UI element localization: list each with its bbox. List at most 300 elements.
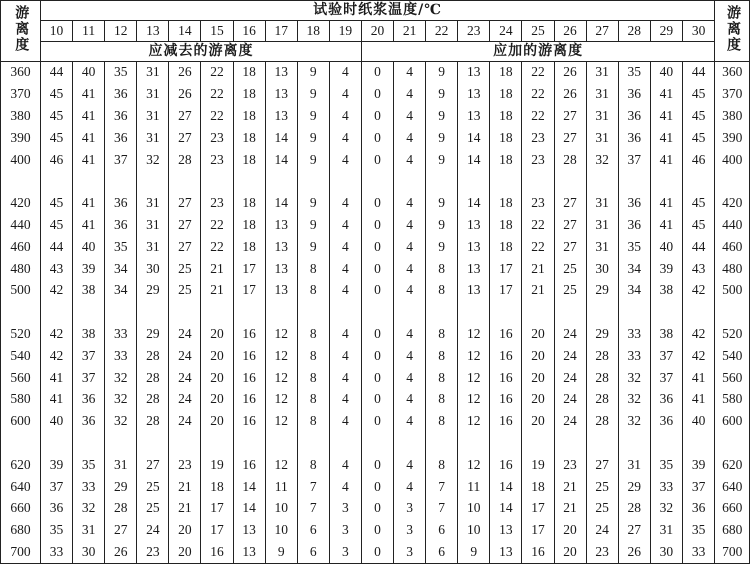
correction-value-cell: 20 bbox=[169, 520, 201, 542]
correction-value-cell: 33 bbox=[618, 324, 650, 346]
spacer-cell bbox=[329, 433, 361, 455]
correction-value-cell: 21 bbox=[554, 476, 586, 498]
correction-value-cell: 13 bbox=[490, 542, 522, 564]
correction-value-cell: 4 bbox=[329, 84, 361, 106]
correction-value-cell: 45 bbox=[41, 106, 73, 128]
correction-value-cell: 12 bbox=[458, 454, 490, 476]
correction-value-cell: 18 bbox=[233, 106, 265, 128]
correction-value-cell: 34 bbox=[618, 258, 650, 280]
freeness-label-left: 370 bbox=[1, 84, 41, 106]
correction-value-cell: 31 bbox=[105, 454, 137, 476]
freeness-label-right: 600 bbox=[715, 411, 750, 433]
correction-value-cell: 42 bbox=[682, 280, 714, 302]
correction-value-cell: 4 bbox=[329, 389, 361, 411]
spacer-cell bbox=[522, 302, 554, 324]
correction-value-cell: 32 bbox=[105, 367, 137, 389]
correction-value-cell: 25 bbox=[169, 258, 201, 280]
freeness-label-left: 660 bbox=[1, 498, 41, 520]
correction-value-cell: 37 bbox=[618, 149, 650, 171]
spacer-row bbox=[1, 433, 750, 455]
correction-value-cell: 21 bbox=[169, 476, 201, 498]
spacer-cell bbox=[458, 302, 490, 324]
correction-value-cell: 8 bbox=[297, 345, 329, 367]
correction-value-cell: 14 bbox=[490, 476, 522, 498]
correction-value-cell: 16 bbox=[490, 345, 522, 367]
correction-value-cell: 11 bbox=[265, 476, 297, 498]
correction-value-cell: 21 bbox=[201, 258, 233, 280]
correction-value-cell: 20 bbox=[522, 367, 554, 389]
correction-value-cell: 4 bbox=[394, 476, 426, 498]
correction-value-cell: 23 bbox=[522, 193, 554, 215]
temperature-header-cell: 22 bbox=[426, 21, 458, 42]
correction-value-cell: 4 bbox=[329, 324, 361, 346]
spacer-cell bbox=[265, 302, 297, 324]
correction-value-cell: 4 bbox=[394, 345, 426, 367]
spacer-cell bbox=[233, 302, 265, 324]
correction-value-cell: 37 bbox=[650, 345, 682, 367]
correction-value-cell: 3 bbox=[394, 542, 426, 564]
correction-value-cell: 7 bbox=[297, 476, 329, 498]
temperature-header-cell: 10 bbox=[41, 21, 73, 42]
correction-value-cell: 45 bbox=[41, 84, 73, 106]
correction-value-cell: 6 bbox=[426, 520, 458, 542]
correction-value-cell: 31 bbox=[137, 84, 169, 106]
spacer-cell bbox=[41, 302, 73, 324]
spacer-cell bbox=[426, 433, 458, 455]
correction-value-cell: 45 bbox=[41, 215, 73, 237]
table-header bbox=[1, 1, 750, 62]
correction-value-cell: 40 bbox=[73, 62, 105, 84]
correction-value-cell: 16 bbox=[490, 411, 522, 433]
spacer-cell bbox=[554, 171, 586, 193]
left-freeness-header-text: 游离度 bbox=[13, 5, 30, 54]
correction-value-cell: 8 bbox=[297, 280, 329, 302]
correction-value-cell: 18 bbox=[522, 476, 554, 498]
freeness-label-right: 440 bbox=[715, 215, 750, 237]
correction-value-cell: 24 bbox=[554, 367, 586, 389]
correction-value-cell: 3 bbox=[329, 498, 361, 520]
correction-value-cell: 22 bbox=[201, 236, 233, 258]
correction-value-cell: 28 bbox=[137, 367, 169, 389]
spacer-cell bbox=[105, 433, 137, 455]
correction-value-cell: 4 bbox=[394, 411, 426, 433]
correction-value-cell: 18 bbox=[490, 215, 522, 237]
table-row bbox=[1, 454, 750, 476]
correction-value-cell: 45 bbox=[682, 84, 714, 106]
correction-value-cell: 0 bbox=[361, 149, 393, 171]
correction-value-cell: 41 bbox=[650, 149, 682, 171]
freeness-label-left: 700 bbox=[1, 542, 41, 564]
correction-value-cell: 17 bbox=[522, 520, 554, 542]
table-row bbox=[1, 345, 750, 367]
correction-value-cell: 13 bbox=[233, 542, 265, 564]
correction-value-cell: 36 bbox=[73, 389, 105, 411]
correction-value-cell: 32 bbox=[73, 498, 105, 520]
table-row bbox=[1, 84, 750, 106]
correction-value-cell: 17 bbox=[522, 498, 554, 520]
correction-value-cell: 13 bbox=[265, 62, 297, 84]
correction-value-cell: 20 bbox=[201, 345, 233, 367]
temperature-header-cell: 24 bbox=[490, 21, 522, 42]
correction-value-cell: 8 bbox=[426, 411, 458, 433]
correction-value-cell: 13 bbox=[265, 236, 297, 258]
correction-value-cell: 33 bbox=[682, 542, 714, 564]
correction-value-cell: 33 bbox=[105, 324, 137, 346]
correction-value-cell: 27 bbox=[554, 236, 586, 258]
correction-value-cell: 39 bbox=[41, 454, 73, 476]
correction-value-cell: 26 bbox=[554, 84, 586, 106]
spacer-cell bbox=[361, 302, 393, 324]
correction-value-cell: 41 bbox=[650, 84, 682, 106]
correction-value-cell: 16 bbox=[490, 389, 522, 411]
spacer-cell bbox=[490, 302, 522, 324]
correction-value-cell: 17 bbox=[201, 520, 233, 542]
correction-value-cell: 27 bbox=[618, 520, 650, 542]
correction-value-cell: 22 bbox=[522, 106, 554, 128]
correction-value-cell: 9 bbox=[426, 193, 458, 215]
correction-value-cell: 4 bbox=[329, 127, 361, 149]
correction-value-cell: 16 bbox=[490, 324, 522, 346]
correction-value-cell: 4 bbox=[329, 193, 361, 215]
freeness-label-right: 640 bbox=[715, 476, 750, 498]
correction-value-cell: 27 bbox=[137, 454, 169, 476]
correction-value-cell: 0 bbox=[361, 542, 393, 564]
correction-value-cell: 35 bbox=[105, 62, 137, 84]
correction-value-cell: 10 bbox=[265, 498, 297, 520]
correction-value-cell: 0 bbox=[361, 258, 393, 280]
correction-value-cell: 28 bbox=[586, 411, 618, 433]
correction-value-cell: 9 bbox=[265, 542, 297, 564]
correction-value-cell: 9 bbox=[297, 127, 329, 149]
correction-value-cell: 32 bbox=[618, 389, 650, 411]
table-row bbox=[1, 542, 750, 564]
temperature-header-cell: 30 bbox=[682, 21, 714, 42]
correction-value-cell: 25 bbox=[586, 476, 618, 498]
correction-value-cell: 36 bbox=[41, 498, 73, 520]
correction-value-cell: 37 bbox=[105, 149, 137, 171]
correction-value-cell: 16 bbox=[233, 324, 265, 346]
spacer-cell bbox=[554, 302, 586, 324]
correction-value-cell: 41 bbox=[73, 215, 105, 237]
correction-value-cell: 25 bbox=[137, 498, 169, 520]
correction-value-cell: 41 bbox=[650, 106, 682, 128]
correction-value-cell: 39 bbox=[73, 258, 105, 280]
correction-value-cell: 37 bbox=[650, 367, 682, 389]
table-row bbox=[1, 411, 750, 433]
spacer-cell bbox=[618, 171, 650, 193]
correction-value-cell: 10 bbox=[458, 498, 490, 520]
freeness-label-right: 660 bbox=[715, 498, 750, 520]
correction-value-cell: 23 bbox=[201, 193, 233, 215]
correction-value-cell: 28 bbox=[586, 345, 618, 367]
correction-value-cell: 18 bbox=[490, 193, 522, 215]
temperature-header-cell: 19 bbox=[329, 21, 361, 42]
correction-value-cell: 18 bbox=[490, 62, 522, 84]
freeness-label-right: 380 bbox=[715, 106, 750, 128]
correction-value-cell: 12 bbox=[458, 324, 490, 346]
spacer-cell bbox=[426, 302, 458, 324]
correction-value-cell: 4 bbox=[394, 127, 426, 149]
correction-value-cell: 23 bbox=[201, 149, 233, 171]
correction-value-cell: 29 bbox=[618, 476, 650, 498]
correction-value-cell: 9 bbox=[297, 193, 329, 215]
table-row bbox=[1, 367, 750, 389]
correction-value-cell: 24 bbox=[169, 345, 201, 367]
correction-value-cell: 4 bbox=[329, 106, 361, 128]
freeness-label-left: 380 bbox=[1, 106, 41, 128]
spacer-cell bbox=[458, 433, 490, 455]
correction-value-cell: 0 bbox=[361, 498, 393, 520]
table-row bbox=[1, 520, 750, 542]
table-row bbox=[1, 476, 750, 498]
table-row bbox=[1, 62, 750, 84]
correction-value-cell: 31 bbox=[586, 193, 618, 215]
correction-value-cell: 13 bbox=[458, 215, 490, 237]
correction-value-cell: 24 bbox=[169, 389, 201, 411]
correction-value-cell: 8 bbox=[297, 411, 329, 433]
spacer-cell bbox=[137, 302, 169, 324]
correction-value-cell: 22 bbox=[201, 62, 233, 84]
correction-value-cell: 16 bbox=[490, 367, 522, 389]
correction-value-cell: 44 bbox=[41, 62, 73, 84]
spacer-cell bbox=[201, 433, 233, 455]
spacer-cell bbox=[394, 171, 426, 193]
correction-value-cell: 35 bbox=[618, 62, 650, 84]
correction-value-cell: 33 bbox=[73, 476, 105, 498]
freeness-label-left: 480 bbox=[1, 258, 41, 280]
correction-value-cell: 14 bbox=[265, 127, 297, 149]
correction-value-cell: 33 bbox=[618, 345, 650, 367]
correction-value-cell: 4 bbox=[394, 258, 426, 280]
freeness-label-left: 360 bbox=[1, 62, 41, 84]
correction-value-cell: 4 bbox=[329, 62, 361, 84]
correction-value-cell: 0 bbox=[361, 520, 393, 542]
freeness-label-left: 580 bbox=[1, 389, 41, 411]
spacer-cell bbox=[329, 302, 361, 324]
correction-value-cell: 28 bbox=[618, 498, 650, 520]
correction-value-cell: 18 bbox=[233, 127, 265, 149]
correction-value-cell: 38 bbox=[650, 324, 682, 346]
spacer-cell bbox=[169, 433, 201, 455]
correction-value-cell: 8 bbox=[297, 389, 329, 411]
correction-value-cell: 31 bbox=[137, 62, 169, 84]
spacer-cell bbox=[233, 433, 265, 455]
correction-value-cell: 9 bbox=[426, 62, 458, 84]
correction-value-cell: 18 bbox=[201, 476, 233, 498]
correction-value-cell: 43 bbox=[41, 258, 73, 280]
correction-value-cell: 0 bbox=[361, 454, 393, 476]
correction-value-cell: 14 bbox=[233, 498, 265, 520]
correction-value-cell: 11 bbox=[458, 476, 490, 498]
correction-value-cell: 29 bbox=[586, 280, 618, 302]
correction-value-cell: 14 bbox=[458, 127, 490, 149]
correction-value-cell: 12 bbox=[265, 324, 297, 346]
correction-value-cell: 42 bbox=[682, 345, 714, 367]
correction-value-cell: 45 bbox=[682, 106, 714, 128]
correction-value-cell: 41 bbox=[73, 193, 105, 215]
correction-value-cell: 17 bbox=[233, 258, 265, 280]
freeness-label-right: 400 bbox=[715, 149, 750, 171]
correction-value-cell: 22 bbox=[522, 84, 554, 106]
correction-value-cell: 30 bbox=[73, 542, 105, 564]
correction-value-cell: 4 bbox=[394, 149, 426, 171]
correction-value-cell: 27 bbox=[554, 106, 586, 128]
correction-value-cell: 9 bbox=[426, 127, 458, 149]
freeness-label-right: 520 bbox=[715, 324, 750, 346]
correction-value-cell: 44 bbox=[682, 236, 714, 258]
correction-value-cell: 0 bbox=[361, 476, 393, 498]
temperature-header-cell: 15 bbox=[201, 21, 233, 42]
correction-value-cell: 36 bbox=[618, 106, 650, 128]
correction-value-cell: 0 bbox=[361, 62, 393, 84]
correction-value-cell: 23 bbox=[169, 454, 201, 476]
spacer-cell bbox=[201, 171, 233, 193]
correction-value-cell: 31 bbox=[137, 236, 169, 258]
correction-value-cell: 22 bbox=[201, 106, 233, 128]
correction-value-cell: 3 bbox=[394, 520, 426, 542]
correction-value-cell: 27 bbox=[169, 193, 201, 215]
correction-value-cell: 45 bbox=[682, 193, 714, 215]
freeness-label-right: 420 bbox=[715, 193, 750, 215]
correction-value-cell: 30 bbox=[586, 258, 618, 280]
correction-value-cell: 31 bbox=[586, 236, 618, 258]
freeness-label-right: 560 bbox=[715, 367, 750, 389]
correction-value-cell: 19 bbox=[201, 454, 233, 476]
freeness-label-right: 480 bbox=[715, 258, 750, 280]
correction-value-cell: 23 bbox=[137, 542, 169, 564]
correction-value-cell: 18 bbox=[490, 84, 522, 106]
correction-value-cell: 34 bbox=[618, 280, 650, 302]
correction-value-cell: 24 bbox=[169, 367, 201, 389]
correction-value-cell: 31 bbox=[586, 215, 618, 237]
correction-value-cell: 28 bbox=[169, 149, 201, 171]
correction-value-cell: 22 bbox=[522, 215, 554, 237]
correction-value-cell: 35 bbox=[650, 454, 682, 476]
correction-value-cell: 36 bbox=[105, 106, 137, 128]
correction-value-cell: 9 bbox=[426, 215, 458, 237]
freeness-label-right: 700 bbox=[715, 542, 750, 564]
correction-value-cell: 18 bbox=[233, 215, 265, 237]
correction-value-cell: 17 bbox=[490, 258, 522, 280]
correction-value-cell: 42 bbox=[41, 280, 73, 302]
freeness-label-left: 620 bbox=[1, 454, 41, 476]
correction-value-cell: 39 bbox=[650, 258, 682, 280]
correction-value-cell: 37 bbox=[73, 367, 105, 389]
correction-value-cell: 14 bbox=[265, 193, 297, 215]
temperature-header-cell: 14 bbox=[169, 21, 201, 42]
correction-value-cell: 46 bbox=[682, 149, 714, 171]
correction-value-cell: 13 bbox=[458, 258, 490, 280]
table-row bbox=[1, 127, 750, 149]
correction-value-cell: 9 bbox=[426, 236, 458, 258]
table-row bbox=[1, 324, 750, 346]
correction-value-cell: 13 bbox=[265, 84, 297, 106]
correction-value-cell: 35 bbox=[105, 236, 137, 258]
spacer-cell bbox=[586, 433, 618, 455]
correction-value-cell: 8 bbox=[297, 367, 329, 389]
correction-value-cell: 22 bbox=[201, 84, 233, 106]
correction-value-cell: 6 bbox=[297, 542, 329, 564]
spacer-cell bbox=[169, 302, 201, 324]
freeness-label-right: 390 bbox=[715, 127, 750, 149]
correction-value-cell: 13 bbox=[458, 280, 490, 302]
correction-value-cell: 21 bbox=[169, 498, 201, 520]
correction-value-cell: 20 bbox=[201, 389, 233, 411]
correction-value-cell: 4 bbox=[329, 149, 361, 171]
correction-value-cell: 41 bbox=[41, 367, 73, 389]
correction-value-cell: 14 bbox=[233, 476, 265, 498]
correction-value-cell: 12 bbox=[265, 389, 297, 411]
freeness-label-right: 460 bbox=[715, 236, 750, 258]
correction-value-cell: 37 bbox=[73, 345, 105, 367]
spacer-cell bbox=[586, 171, 618, 193]
correction-value-cell: 7 bbox=[426, 476, 458, 498]
correction-value-cell: 8 bbox=[297, 454, 329, 476]
correction-value-cell: 24 bbox=[137, 520, 169, 542]
right-freeness-header-text: 游离度 bbox=[724, 5, 741, 54]
correction-value-cell: 31 bbox=[586, 62, 618, 84]
table-row bbox=[1, 280, 750, 302]
correction-value-cell: 16 bbox=[233, 454, 265, 476]
temperature-header-cell: 11 bbox=[73, 21, 105, 42]
spacer-cell bbox=[522, 433, 554, 455]
spacer-row bbox=[1, 302, 750, 324]
correction-value-cell: 36 bbox=[650, 389, 682, 411]
correction-value-cell: 4 bbox=[394, 193, 426, 215]
correction-value-cell: 39 bbox=[682, 454, 714, 476]
spacer-cell bbox=[201, 302, 233, 324]
freeness-label-right: 620 bbox=[715, 454, 750, 476]
correction-value-cell: 0 bbox=[361, 84, 393, 106]
freeness-label-left: 500 bbox=[1, 280, 41, 302]
correction-value-cell: 16 bbox=[522, 542, 554, 564]
correction-value-cell: 4 bbox=[329, 345, 361, 367]
correction-value-cell: 38 bbox=[73, 280, 105, 302]
correction-value-cell: 37 bbox=[682, 476, 714, 498]
correction-value-cell: 31 bbox=[618, 454, 650, 476]
correction-value-cell: 4 bbox=[329, 476, 361, 498]
correction-value-cell: 4 bbox=[394, 84, 426, 106]
temperature-header-cell: 29 bbox=[650, 21, 682, 42]
table-row bbox=[1, 193, 750, 215]
temperature-header-cell: 12 bbox=[105, 21, 137, 42]
correction-value-cell: 7 bbox=[426, 498, 458, 520]
correction-value-cell: 31 bbox=[137, 193, 169, 215]
correction-value-cell: 36 bbox=[618, 193, 650, 215]
correction-value-cell: 35 bbox=[618, 236, 650, 258]
correction-value-cell: 4 bbox=[394, 106, 426, 128]
add-label: 应加的游离度 bbox=[361, 42, 714, 62]
correction-value-cell: 36 bbox=[618, 215, 650, 237]
freeness-label-left: 520 bbox=[1, 324, 41, 346]
correction-value-cell: 14 bbox=[490, 498, 522, 520]
correction-value-cell: 45 bbox=[41, 193, 73, 215]
freeness-label-right: 370 bbox=[715, 84, 750, 106]
correction-value-cell: 41 bbox=[73, 149, 105, 171]
spacer-cell bbox=[41, 171, 73, 193]
spacer-cell bbox=[105, 302, 137, 324]
correction-value-cell: 45 bbox=[682, 127, 714, 149]
correction-value-cell: 10 bbox=[458, 520, 490, 542]
correction-value-cell: 29 bbox=[137, 280, 169, 302]
correction-value-cell: 41 bbox=[650, 215, 682, 237]
freeness-label-left: 640 bbox=[1, 476, 41, 498]
correction-value-cell: 14 bbox=[265, 149, 297, 171]
correction-value-cell: 12 bbox=[458, 345, 490, 367]
correction-value-cell: 13 bbox=[458, 236, 490, 258]
correction-value-cell: 32 bbox=[650, 498, 682, 520]
correction-value-cell: 8 bbox=[297, 324, 329, 346]
